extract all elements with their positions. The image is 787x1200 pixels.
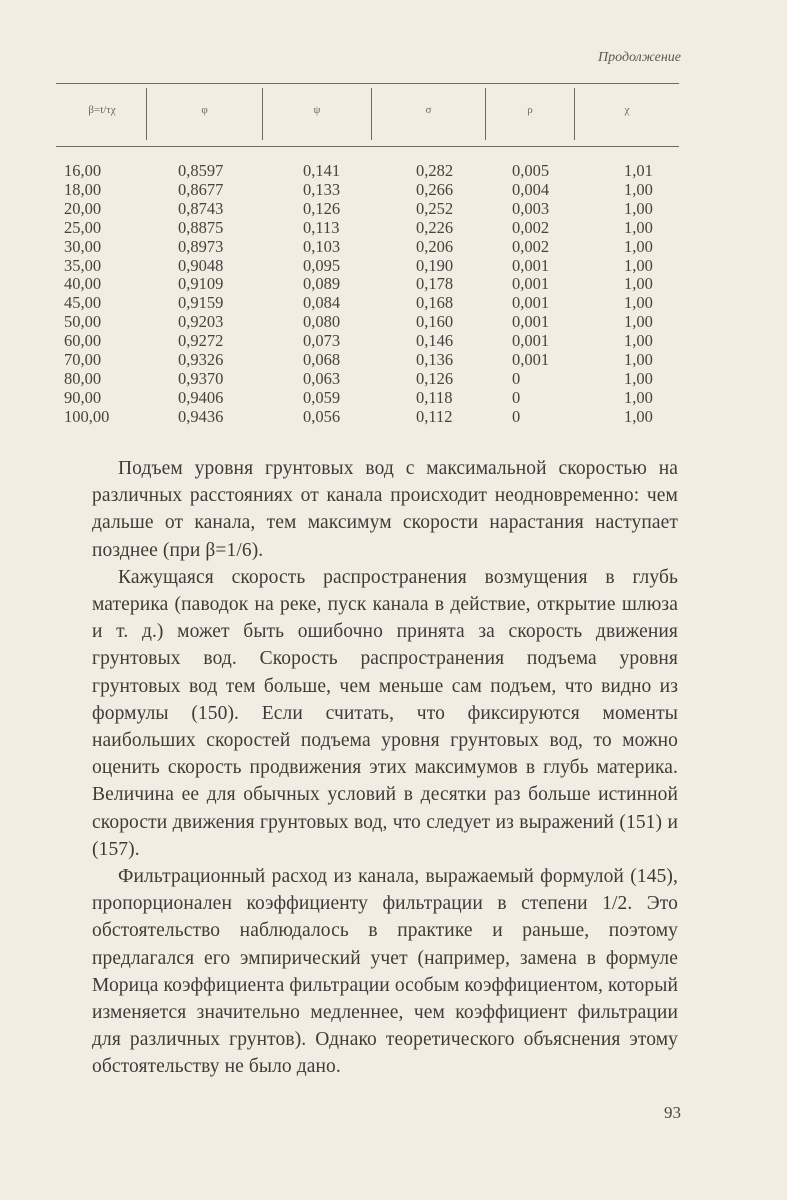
table-cell: 0,001: [512, 331, 550, 351]
table-cell: 0,112: [416, 406, 453, 426]
table-cell: 0,252: [416, 198, 454, 218]
table-cell: 0,056: [303, 406, 341, 426]
table-cell: 90,00: [64, 387, 102, 407]
table-cell: 25,00: [64, 217, 102, 237]
table-cell: 1,00: [624, 217, 653, 237]
table-cell: 0,005: [512, 161, 550, 180]
table-cell: 0,282: [416, 161, 454, 180]
table-cell: 0,168: [416, 293, 454, 313]
table-cell: 0,089: [303, 274, 341, 294]
table-cell: 45,00: [64, 293, 102, 313]
table-cell: 70,00: [64, 350, 102, 370]
table-cell: 50,00: [64, 312, 102, 332]
table-cell: 0,9272: [178, 331, 224, 351]
table-cell: 0,059: [303, 387, 341, 407]
table-cell: 0,001: [512, 255, 550, 275]
table-cell: 0,084: [303, 293, 341, 313]
table-row: [56, 408, 684, 427]
table-cell: 1,00: [624, 331, 653, 351]
table-cell: 0,002: [512, 236, 550, 256]
paragraph: Подъем уровня грунтовых вод с максимальной скоростью на различных расстояниях от канала происходит неодновременно: чем дальше от канала, тем максимум скорости нарастания наступает позднее (при β=1/6).: [92, 458, 678, 561]
table-cell: 0,063: [303, 368, 341, 388]
table-cell: 0,136: [416, 350, 454, 370]
table-cell: 0,9109: [178, 274, 224, 294]
table-row: [56, 332, 684, 351]
table-cell: 1,00: [624, 198, 653, 218]
table-cell: 0,266: [416, 179, 454, 199]
table-cell: 1,00: [624, 274, 653, 294]
table-cell: 0,001: [512, 350, 550, 370]
table-row: [56, 370, 684, 389]
body-text: [92, 455, 678, 1081]
table-cell: 0,001: [512, 312, 550, 332]
table-cell: 0,178: [416, 274, 454, 294]
table-row: [56, 294, 684, 313]
table-cell: 1,00: [624, 293, 653, 313]
table-cell: 0,160: [416, 312, 454, 332]
table-cell: 0,001: [512, 274, 550, 294]
table-cell: 0: [512, 387, 521, 407]
table-cell: 1,00: [624, 312, 653, 332]
table-cell: 0,001: [512, 293, 550, 313]
table-cell: 0,002: [512, 217, 550, 237]
table-cell: 35,00: [64, 255, 102, 275]
table-cell: 0,068: [303, 350, 341, 370]
table-cell: 0,9436: [178, 406, 224, 426]
table-row: [56, 238, 684, 257]
table-cell: 1,00: [624, 406, 653, 426]
table-row: [56, 181, 684, 200]
table-cell: 0,073: [303, 331, 341, 351]
table-cell: 0,126: [416, 368, 454, 388]
table-cell: 0,103: [303, 236, 341, 256]
column-header-chi: χ: [624, 104, 630, 116]
table-cell: 40,00: [64, 274, 102, 294]
table-cell: 0,118: [416, 387, 453, 407]
column-header-psi: ψ: [313, 104, 321, 116]
column-header-phi: φ: [201, 104, 208, 116]
continued-label: Продолжение: [598, 50, 681, 65]
table-cell: 0,126: [303, 198, 341, 218]
table-cell: 0,8677: [178, 179, 224, 199]
table-row: [56, 389, 684, 408]
table-cell: 0,9159: [178, 293, 224, 313]
table-cell: 0,9326: [178, 350, 224, 370]
table-cell: 0,8743: [178, 198, 224, 218]
table-row: [56, 200, 684, 219]
table-row: [56, 313, 684, 332]
page-number: 93: [664, 1103, 681, 1122]
table-cell: 0,8597: [178, 161, 224, 180]
values-table: [56, 162, 684, 427]
table-cell: 1,00: [624, 179, 653, 199]
table-header-rule: [56, 146, 679, 147]
table-cell: 0,146: [416, 331, 454, 351]
table-cell: 0,8875: [178, 217, 224, 237]
table-cell: 0,113: [303, 217, 340, 237]
table-top-rule: [56, 83, 679, 84]
table-row: [56, 351, 684, 370]
table-cell: 1,00: [624, 387, 653, 407]
paragraph: Фильтрационный расход из канала, выражаемый формулой (145), пропорционален коэффициенту фильтрации в степени 1/2. Это обстоятельство наблюдалось в практике и раньше, поэтому предлагался его эмпирический учет (например, замена в формуле Морица коэффициента фильтрации особым коэффициентом, который изменяется значительно медленнее, чем коэффициент фильтрации для различных грунтов). Однако теоретического объяснения этому обстоятельству не было дано.: [92, 866, 678, 1078]
table-cell: 20,00: [64, 198, 102, 218]
table-cell: 0,9203: [178, 312, 224, 332]
table-cell: 30,00: [64, 236, 102, 256]
table-cell: 0,133: [303, 179, 341, 199]
column-header-rho: ρ: [527, 104, 533, 116]
column-header-sigma: σ: [425, 104, 432, 116]
table-cell: 0,9048: [178, 255, 224, 275]
table-cell: 60,00: [64, 331, 102, 351]
table-cell: 0,9406: [178, 387, 224, 407]
table-row: [56, 257, 684, 276]
table-cell: 16,00: [64, 161, 102, 180]
table-cell: 0,9370: [178, 368, 224, 388]
table-cell: 1,00: [624, 350, 653, 370]
table-cell: 0,226: [416, 217, 454, 237]
table-row: [56, 275, 684, 294]
paragraph: Кажущаяся скорость распространения возмущения в глубь материка (паводок на реке, пуск канала в действие, открытие шлюза и т. д.) может быть ошибочно принята за скорость движения грунтовых вод. Скорость распространения подъема уровня грунтовых вод тем больше, чем меньше сам подъем, что видно из формулы (150). Если считать, что фиксируются моменты наибольших скоростей подъема уровня грунтовых вод, то можно оценить скорость продвижения этих максимумов в глубь материка. Величина ее для обычных условий в десятки раз больше истинной скорости движения грунтовых вод, что следует из выражений (151) и (157).: [92, 566, 678, 860]
table-cell: 1,00: [624, 255, 653, 275]
table-cell: 1,01: [624, 161, 653, 180]
table-cell: 0,004: [512, 179, 550, 199]
table-cell: 0,8973: [178, 236, 224, 256]
table-cell: 0,141: [303, 161, 341, 180]
table-cell: 0: [512, 406, 521, 426]
column-header-beta: β=t/τχ: [88, 104, 116, 116]
table-cell: 0: [512, 368, 521, 388]
table-cell: 80,00: [64, 368, 102, 388]
table-cell: 0,206: [416, 236, 454, 256]
table-cell: 0,190: [416, 255, 454, 275]
table-cell: 0,080: [303, 312, 341, 332]
table-cell: 18,00: [64, 179, 102, 199]
table-cell: 100,00: [64, 406, 110, 426]
table-row: [56, 162, 684, 181]
table-cell: 1,00: [624, 236, 653, 256]
table-row: [56, 219, 684, 238]
table-cell: 0,095: [303, 255, 341, 275]
table-cell: 1,00: [624, 368, 653, 388]
table-cell: 0,003: [512, 198, 550, 218]
